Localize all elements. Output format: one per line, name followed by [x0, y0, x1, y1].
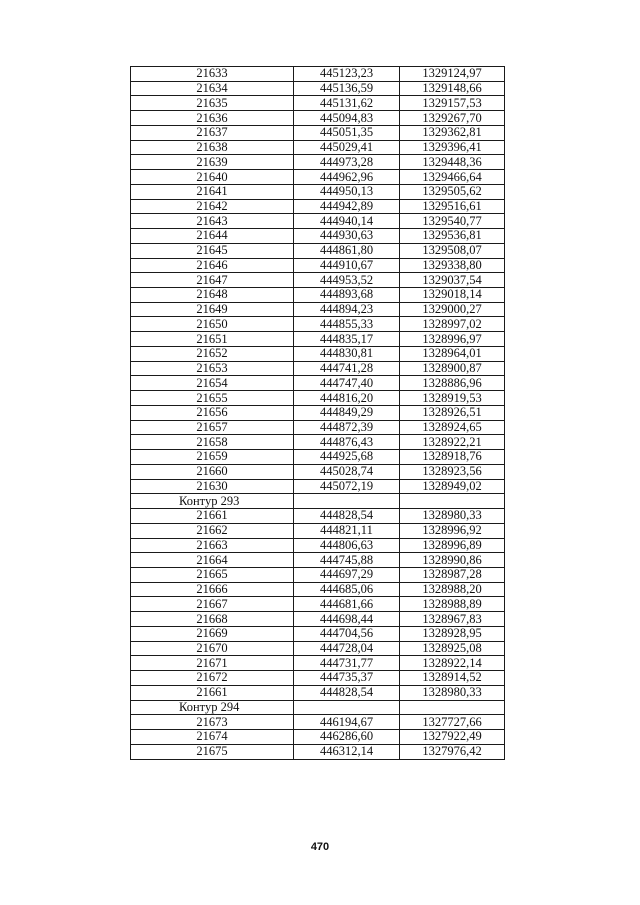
- y-coordinate-cell: 1329018,14: [400, 288, 505, 303]
- x-coordinate-cell: 445072,19: [294, 479, 400, 494]
- table-row: [131, 523, 505, 538]
- y-coordinate-cell: 1328924,65: [400, 420, 505, 435]
- point-number-cell: 21644: [131, 229, 294, 244]
- table-row: [131, 641, 505, 656]
- empty-cell: [400, 700, 505, 715]
- x-coordinate-cell: 444681,66: [294, 597, 400, 612]
- table-row: [131, 96, 505, 111]
- x-coordinate-cell: 444728,04: [294, 641, 400, 656]
- table-row: [131, 214, 505, 229]
- y-coordinate-cell: 1327727,66: [400, 715, 505, 730]
- table-row: [131, 288, 505, 303]
- point-number-cell: 21655: [131, 391, 294, 406]
- x-coordinate-cell: 444830,81: [294, 346, 400, 361]
- x-coordinate-cell: 444745,88: [294, 553, 400, 568]
- table-body: [131, 67, 505, 760]
- empty-cell: [294, 494, 400, 509]
- point-number-cell: 21667: [131, 597, 294, 612]
- coordinates-table: [130, 66, 505, 760]
- table-row: [131, 464, 505, 479]
- y-coordinate-cell: 1328923,56: [400, 464, 505, 479]
- contour-header-row: [131, 494, 505, 509]
- y-coordinate-cell: 1327922,49: [400, 730, 505, 745]
- table-row: [131, 435, 505, 450]
- x-coordinate-cell: 444973,28: [294, 155, 400, 170]
- point-number-cell: 21642: [131, 199, 294, 214]
- table-row: [131, 567, 505, 582]
- contour-label: Контур 293: [131, 494, 294, 509]
- point-number-cell: 21661: [131, 509, 294, 524]
- table-row: [131, 361, 505, 376]
- x-coordinate-cell: 444828,54: [294, 685, 400, 700]
- x-coordinate-cell: 444950,13: [294, 184, 400, 199]
- point-number-cell: 21668: [131, 612, 294, 627]
- table-row: [131, 258, 505, 273]
- point-number-cell: 21635: [131, 96, 294, 111]
- x-coordinate-cell: 445094,83: [294, 111, 400, 126]
- table-row: [131, 671, 505, 686]
- point-number-cell: 21660: [131, 464, 294, 479]
- x-coordinate-cell: 445131,62: [294, 96, 400, 111]
- point-number-cell: 21658: [131, 435, 294, 450]
- contour-header-row: [131, 700, 505, 715]
- y-coordinate-cell: 1328928,95: [400, 626, 505, 641]
- table-row: [131, 391, 505, 406]
- table-row: [131, 346, 505, 361]
- table-row: [131, 81, 505, 96]
- point-number-cell: 21659: [131, 450, 294, 465]
- y-coordinate-cell: 1328926,51: [400, 405, 505, 420]
- table-row: [131, 420, 505, 435]
- point-number-cell: 21633: [131, 67, 294, 82]
- point-number-cell: 21666: [131, 582, 294, 597]
- y-coordinate-cell: 1328996,89: [400, 538, 505, 553]
- x-coordinate-cell: 444828,54: [294, 509, 400, 524]
- y-coordinate-cell: 1329124,97: [400, 67, 505, 82]
- x-coordinate-cell: 445136,59: [294, 81, 400, 96]
- point-number-cell: 21645: [131, 243, 294, 258]
- point-number-cell: 21675: [131, 744, 294, 759]
- x-coordinate-cell: 445051,35: [294, 125, 400, 140]
- x-coordinate-cell: 446312,14: [294, 744, 400, 759]
- y-coordinate-cell: 1328990,86: [400, 553, 505, 568]
- point-number-cell: 21665: [131, 567, 294, 582]
- point-number-cell: 21630: [131, 479, 294, 494]
- point-number-cell: 21634: [131, 81, 294, 96]
- x-coordinate-cell: 446286,60: [294, 730, 400, 745]
- x-coordinate-cell: 444894,23: [294, 302, 400, 317]
- x-coordinate-cell: 444735,37: [294, 671, 400, 686]
- y-coordinate-cell: 1328988,20: [400, 582, 505, 597]
- point-number-cell: 21641: [131, 184, 294, 199]
- x-coordinate-cell: 444876,43: [294, 435, 400, 450]
- y-coordinate-cell: 1328964,01: [400, 346, 505, 361]
- y-coordinate-cell: 1327976,42: [400, 744, 505, 759]
- table-row: [131, 229, 505, 244]
- table-row: [131, 243, 505, 258]
- x-coordinate-cell: 444872,39: [294, 420, 400, 435]
- x-coordinate-cell: 444806,63: [294, 538, 400, 553]
- point-number-cell: 21652: [131, 346, 294, 361]
- contour-label: Контур 294: [131, 700, 294, 715]
- y-coordinate-cell: 1328918,76: [400, 450, 505, 465]
- y-coordinate-cell: 1329516,61: [400, 199, 505, 214]
- table-row: [131, 730, 505, 745]
- table-row: [131, 744, 505, 759]
- y-coordinate-cell: 1328886,96: [400, 376, 505, 391]
- x-coordinate-cell: 444930,63: [294, 229, 400, 244]
- point-number-cell: 21647: [131, 273, 294, 288]
- point-number-cell: 21663: [131, 538, 294, 553]
- table-row: [131, 715, 505, 730]
- page-number: 470: [310, 841, 330, 853]
- x-coordinate-cell: 445123,23: [294, 67, 400, 82]
- y-coordinate-cell: 1329037,54: [400, 273, 505, 288]
- x-coordinate-cell: 444704,56: [294, 626, 400, 641]
- y-coordinate-cell: 1328988,89: [400, 597, 505, 612]
- y-coordinate-cell: 1328987,28: [400, 567, 505, 582]
- y-coordinate-cell: 1328919,53: [400, 391, 505, 406]
- point-number-cell: 21637: [131, 125, 294, 140]
- empty-cell: [294, 700, 400, 715]
- y-coordinate-cell: 1329157,53: [400, 96, 505, 111]
- y-coordinate-cell: 1329505,62: [400, 184, 505, 199]
- y-coordinate-cell: 1328967,83: [400, 612, 505, 627]
- table-row: [131, 125, 505, 140]
- y-coordinate-cell: 1329466,64: [400, 170, 505, 185]
- table-row: [131, 612, 505, 627]
- table-row: [131, 184, 505, 199]
- y-coordinate-cell: 1328925,08: [400, 641, 505, 656]
- table-row: [131, 170, 505, 185]
- point-number-cell: 21638: [131, 140, 294, 155]
- table-row: [131, 479, 505, 494]
- point-number-cell: 21671: [131, 656, 294, 671]
- x-coordinate-cell: 444861,80: [294, 243, 400, 258]
- table-row: [131, 332, 505, 347]
- table-row: [131, 317, 505, 332]
- table-row: [131, 67, 505, 82]
- point-number-cell: 21670: [131, 641, 294, 656]
- y-coordinate-cell: 1329508,07: [400, 243, 505, 258]
- x-coordinate-cell: 444910,67: [294, 258, 400, 273]
- table-row: [131, 597, 505, 612]
- y-coordinate-cell: 1329536,81: [400, 229, 505, 244]
- y-coordinate-cell: 1329148,66: [400, 81, 505, 96]
- point-number-cell: 21661: [131, 685, 294, 700]
- point-number-cell: 21643: [131, 214, 294, 229]
- x-coordinate-cell: 444685,06: [294, 582, 400, 597]
- x-coordinate-cell: 444962,96: [294, 170, 400, 185]
- y-coordinate-cell: 1328980,33: [400, 509, 505, 524]
- x-coordinate-cell: 444855,33: [294, 317, 400, 332]
- table-row: [131, 140, 505, 155]
- y-coordinate-cell: 1328914,52: [400, 671, 505, 686]
- point-number-cell: 21656: [131, 405, 294, 420]
- y-coordinate-cell: 1329448,36: [400, 155, 505, 170]
- x-coordinate-cell: 444816,20: [294, 391, 400, 406]
- y-coordinate-cell: 1329396,41: [400, 140, 505, 155]
- point-number-cell: 21649: [131, 302, 294, 317]
- x-coordinate-cell: 444741,28: [294, 361, 400, 376]
- x-coordinate-cell: 444893,68: [294, 288, 400, 303]
- point-number-cell: 21648: [131, 288, 294, 303]
- table-row: [131, 199, 505, 214]
- x-coordinate-cell: 444953,52: [294, 273, 400, 288]
- table-row: [131, 685, 505, 700]
- point-number-cell: 21646: [131, 258, 294, 273]
- table-row: [131, 626, 505, 641]
- x-coordinate-cell: 444731,77: [294, 656, 400, 671]
- x-coordinate-cell: 445028,74: [294, 464, 400, 479]
- x-coordinate-cell: 444835,17: [294, 332, 400, 347]
- y-coordinate-cell: 1328996,92: [400, 523, 505, 538]
- point-number-cell: 21653: [131, 361, 294, 376]
- y-coordinate-cell: 1329540,77: [400, 214, 505, 229]
- point-number-cell: 21672: [131, 671, 294, 686]
- y-coordinate-cell: 1328980,33: [400, 685, 505, 700]
- y-coordinate-cell: 1328949,02: [400, 479, 505, 494]
- table-row: [131, 111, 505, 126]
- point-number-cell: 21639: [131, 155, 294, 170]
- point-number-cell: 21669: [131, 626, 294, 641]
- table-row: [131, 553, 505, 568]
- y-coordinate-cell: 1328922,14: [400, 656, 505, 671]
- point-number-cell: 21650: [131, 317, 294, 332]
- y-coordinate-cell: 1329000,27: [400, 302, 505, 317]
- y-coordinate-cell: 1329362,81: [400, 125, 505, 140]
- x-coordinate-cell: 444849,29: [294, 405, 400, 420]
- table-row: [131, 538, 505, 553]
- point-number-cell: 21657: [131, 420, 294, 435]
- x-coordinate-cell: 444821,11: [294, 523, 400, 538]
- x-coordinate-cell: 444698,44: [294, 612, 400, 627]
- point-number-cell: 21664: [131, 553, 294, 568]
- x-coordinate-cell: 444697,29: [294, 567, 400, 582]
- point-number-cell: 21654: [131, 376, 294, 391]
- y-coordinate-cell: 1328997,02: [400, 317, 505, 332]
- y-coordinate-cell: 1329267,70: [400, 111, 505, 126]
- point-number-cell: 21674: [131, 730, 294, 745]
- point-number-cell: 21640: [131, 170, 294, 185]
- table-row: [131, 302, 505, 317]
- y-coordinate-cell: 1328996,97: [400, 332, 505, 347]
- table-row: [131, 273, 505, 288]
- table-row: [131, 656, 505, 671]
- x-coordinate-cell: 446194,67: [294, 715, 400, 730]
- table-row: [131, 376, 505, 391]
- empty-cell: [400, 494, 505, 509]
- table-row: [131, 582, 505, 597]
- y-coordinate-cell: 1329338,80: [400, 258, 505, 273]
- y-coordinate-cell: 1328900,87: [400, 361, 505, 376]
- point-number-cell: 21651: [131, 332, 294, 347]
- x-coordinate-cell: 445029,41: [294, 140, 400, 155]
- table-row: [131, 405, 505, 420]
- x-coordinate-cell: 444942,89: [294, 199, 400, 214]
- point-number-cell: 21636: [131, 111, 294, 126]
- point-number-cell: 21673: [131, 715, 294, 730]
- x-coordinate-cell: 444925,68: [294, 450, 400, 465]
- table-row: [131, 450, 505, 465]
- point-number-cell: 21662: [131, 523, 294, 538]
- x-coordinate-cell: 444940,14: [294, 214, 400, 229]
- y-coordinate-cell: 1328922,21: [400, 435, 505, 450]
- table-row: [131, 155, 505, 170]
- x-coordinate-cell: 444747,40: [294, 376, 400, 391]
- table-row: [131, 509, 505, 524]
